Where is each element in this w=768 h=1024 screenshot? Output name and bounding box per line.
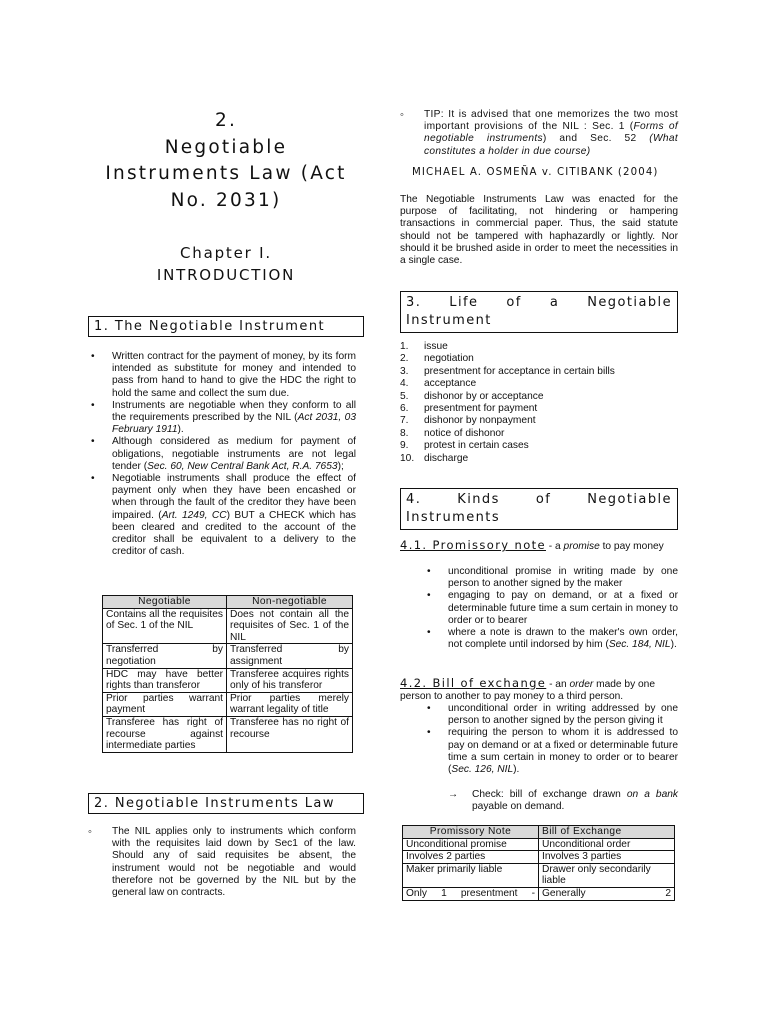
title-line: 2. — [214, 110, 238, 131]
table-row — [103, 608, 353, 644]
section-4-heading: 4. Kinds of Negotiable Instruments — [400, 488, 678, 530]
list-item: 1. issue — [400, 341, 448, 352]
table-cell: Transferred by assignment — [227, 644, 353, 668]
table-row — [103, 644, 353, 668]
section-2-bullets — [88, 826, 356, 899]
list-item: 4. acceptance — [400, 378, 477, 390]
table-cell: Transferee has right of recourse against intermediate parties — [103, 716, 227, 752]
note-vs-bill-table — [402, 825, 675, 901]
list-item: 5. dishonor by or acceptance — [400, 390, 544, 402]
list-item: • unconditional order in writing addressed by one person to another signed by the person giving it — [424, 703, 678, 727]
table-row — [403, 851, 675, 864]
check-note: → Check: bill of exchange drawn on a bank payable on demand. — [448, 789, 678, 813]
life-list — [400, 341, 678, 465]
list-item: ◦ The NIL applies only to instruments which conform with the requisites laid down by Sec1 of the law. Should any of said requisites be absent, the instrument would not be negotiable and would therefore not be governed by the NIL but by the general law on contracts. — [88, 826, 356, 899]
list-item: • Although considered as medium for payment of obligations, negotiable instruments are not legal tender (Sec. 60, New Central Bank Act, R.A. 7653); — [88, 436, 356, 473]
table-row — [103, 716, 353, 752]
table-row — [103, 668, 353, 692]
document-title — [88, 108, 364, 214]
chapter-name: INTRODUCTION — [156, 265, 296, 284]
list-item: • Written contract for the payment of money, by its form intended as substitute for money and intended to pass from hand to hand to give the HDC the right to hold the same and collect the sum due. — [88, 351, 356, 400]
promissory-note-bullets — [424, 566, 678, 651]
bill-of-exchange-bullets — [424, 703, 678, 776]
table-cell: HDC may have better rights than transferor — [103, 668, 227, 692]
list-item: 7. dishonor by nonpayment — [400, 415, 536, 427]
column-header: Promissory Note — [403, 826, 539, 839]
section-2-heading: 2. Negotiable Instruments Law — [88, 793, 364, 814]
section-1-heading: 1. The Negotiable Instrument — [88, 316, 364, 337]
list-item: ◦ TIP: It is advised that one memorizes the two most important provisions of the NIL : Sec. 1 (Forms of negotiable instruments) and Sec. 52 (What constitutes a holder in due course) — [400, 109, 678, 158]
section-1-bullets — [88, 351, 356, 558]
table-header-row — [403, 826, 675, 839]
arrow-icon: → — [448, 789, 459, 800]
column-header: Negotiable — [103, 596, 227, 609]
table-cell: Involves 3 parties — [539, 851, 675, 864]
table-row — [403, 887, 675, 900]
list-item: 3. presentment for acceptance in certain bills — [400, 365, 615, 377]
case-title: MICHAEL A. OSMEÑA v. CITIBANK (2004) — [412, 167, 659, 178]
list-item: • engaging to pay on demand, or at a fixed or determinable future time a sum certain in money to order or to bearer — [424, 590, 678, 627]
promissory-note-intro: 4.1. Promissory note - a promise to pay money — [400, 538, 664, 552]
table-cell: Unconditional promise — [403, 838, 539, 851]
table-row — [403, 838, 675, 851]
list-item: 8. notice of dishonor — [400, 427, 505, 439]
list-item: 6. presentment for payment — [400, 403, 538, 415]
table-cell: Prior parties warrant payment — [103, 692, 227, 716]
promissory-note-title: 4.1. Promissory note — [400, 538, 546, 552]
list-item: 10. discharge — [400, 452, 469, 464]
bill-of-exchange-intro: 4.2. Bill of exchange - an order made by one person to another to pay money to a third person. — [400, 676, 655, 703]
section-3-heading: 3. Life of a Negotiable Instrument — [400, 291, 678, 333]
table-cell: Only 1 presentment - — [403, 887, 539, 900]
table-cell: Contains all the requisites of Sec. 1 of the NIL — [103, 608, 227, 644]
case-text: The Negotiable Instruments Law was enacted for the purpose of facilitating, not hindering or hampering transactions in commercial paper. Thus, the said statute should not be tampered with haphazardly or lightly. Nor should it be brushed aside in order to meet the necessities in a single case. — [400, 194, 678, 267]
table-row — [403, 863, 675, 887]
negotiable-comparison-table — [102, 595, 353, 753]
title-line: Negotiable — [164, 136, 288, 158]
column-header: Bill of Exchange — [539, 826, 675, 839]
list-item: 2. negotiation — [400, 353, 474, 365]
table-cell: Generally 2 — [539, 887, 675, 900]
table-cell: Transferee acquires rights only of his transferor — [227, 668, 353, 692]
table-cell: Transferee has no right of recourse — [227, 716, 353, 752]
table-cell: Transferred by negotiation — [103, 644, 227, 668]
tip-bullet — [400, 109, 678, 158]
chapter-number: Chapter I. — [180, 244, 272, 262]
table-header-row — [103, 596, 353, 609]
table-cell: Prior parties merely warrant legality of title — [227, 692, 353, 716]
title-line: No. 2031) — [170, 189, 282, 211]
list-item: • Negotiable instruments shall produce the effect of payment only when they have been encashed or when through the fault of the creditor they have been impaired. (Art. 1249, CC) BUT a CHECK which has been cleared and credited to the account of the creditor shall be equivalent to a delivery to the creditor of cash. — [88, 473, 356, 558]
list-item: • Instruments are negotiable when they conform to all the requirements prescribed by the NIL (Act 2031, 03 February 1911). — [88, 400, 356, 437]
list-item: 9. protest in certain cases — [400, 440, 529, 452]
list-item: • where a note is drawn to the maker's own order, not complete until indorsed by him (Sec. 184, NIL). — [424, 627, 678, 651]
title-line: Instruments Law (Act — [105, 163, 347, 184]
table-cell: Does not contain all the requisites of Sec. 1 of the NIL — [227, 608, 353, 644]
bill-of-exchange-title: 4.2. Bill of exchange — [400, 676, 547, 690]
table-row — [103, 692, 353, 716]
table-cell: Maker primarily liable — [403, 863, 539, 887]
list-item: • unconditional promise in writing made by one person to another signed by the maker — [424, 566, 678, 590]
table-cell: Drawer only secondarily liable — [539, 863, 675, 887]
list-item: • requiring the person to whom it is addressed to pay on demand or at a fixed or determinable future time a sum certain in money to order or to bearer (Sec. 126, NIL). — [424, 727, 678, 776]
table-cell: Involves 2 parties — [403, 851, 539, 864]
chapter-heading — [88, 243, 364, 286]
column-header: Non-negotiable — [227, 596, 353, 609]
table-cell: Unconditional order — [539, 838, 675, 851]
